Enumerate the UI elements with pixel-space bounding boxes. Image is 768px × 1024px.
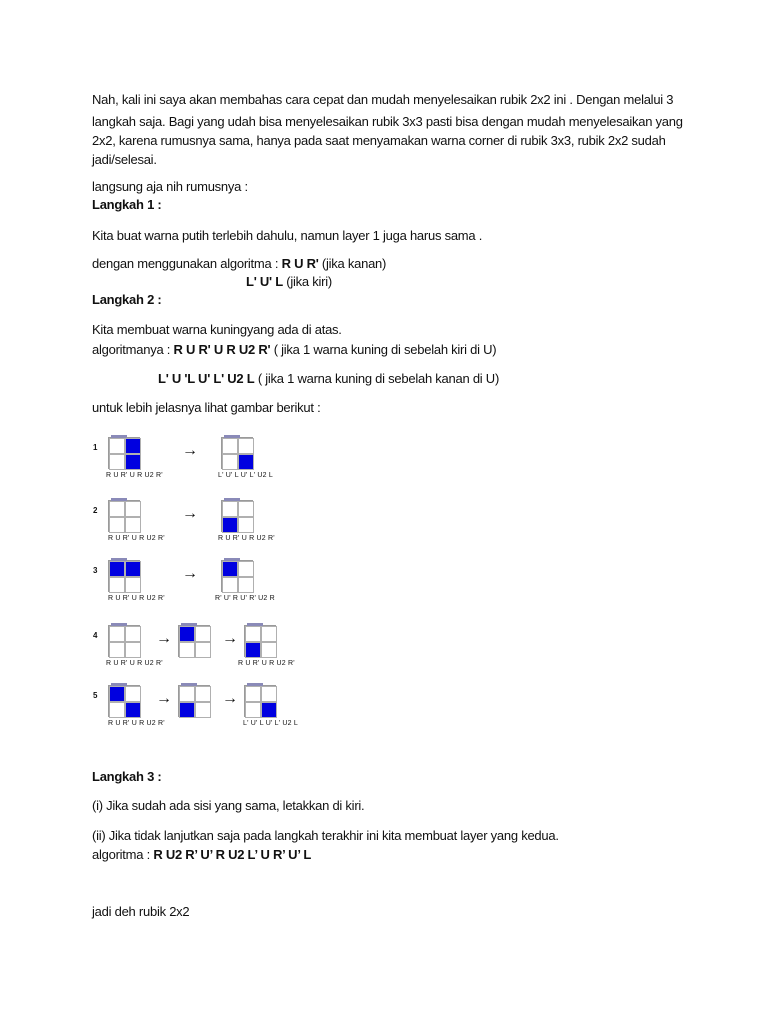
white-sticker <box>261 642 277 658</box>
algo-prefix: algoritmanya : <box>92 342 174 357</box>
white-sticker <box>222 501 238 517</box>
white-sticker <box>195 686 211 702</box>
white-sticker <box>222 577 238 593</box>
figure-algo-label: L' U' L U' L' U2 L <box>243 720 298 727</box>
figure-algo-label: R U R' U R U2 R' <box>218 535 275 542</box>
white-sticker <box>245 686 261 702</box>
rubik-cube-face <box>244 685 276 717</box>
white-sticker <box>125 626 141 642</box>
white-sticker <box>245 626 261 642</box>
rubik-cube-face <box>108 625 140 657</box>
blue-sticker <box>125 454 141 470</box>
blue-sticker <box>179 626 195 642</box>
intro-line-1: Nah, kali ini saya akan membahas cara cepat dan mudah menyelesaikan rubik 2x2 ini . Dengan melalui 3 <box>92 92 674 107</box>
algo-right: R U R' <box>281 256 319 271</box>
lead-text: langsung aja nih rumusnya : <box>92 179 248 194</box>
white-sticker <box>109 577 125 593</box>
white-sticker <box>261 686 277 702</box>
blue-sticker <box>245 642 261 658</box>
arrow-right-icon: → <box>156 690 172 707</box>
white-sticker <box>222 454 238 470</box>
white-sticker <box>125 686 141 702</box>
arrow-right-icon: → <box>222 630 238 647</box>
figure-algo-label: L' U' L U' L' U2 L <box>218 472 273 479</box>
step3-algo <box>92 847 311 863</box>
step2-heading: Langkah 2 : <box>92 292 162 307</box>
rubik-cube-face <box>108 437 140 469</box>
arrow-right-icon: → <box>182 565 198 582</box>
figure-row-number: 2 <box>93 506 98 515</box>
intro-line-4: jadi/selesai. <box>92 152 157 167</box>
white-sticker <box>195 642 211 658</box>
white-sticker <box>125 642 141 658</box>
white-sticker <box>109 454 125 470</box>
step1-text: Kita buat warna putih terlebih dahulu, namun layer 1 juga harus sama . <box>92 228 483 243</box>
figure-algo-label: R U R' U R U2 R' <box>108 535 165 542</box>
white-sticker <box>179 642 195 658</box>
arrow-right-icon: → <box>156 630 172 647</box>
white-sticker <box>238 517 254 533</box>
blue-sticker <box>238 454 254 470</box>
algo-note: ( jika 1 warna kuning di sebelah kanan di U) <box>254 371 500 386</box>
blue-sticker <box>109 686 125 702</box>
step2-algo-line-1 <box>92 342 496 358</box>
figure-algo-label: R U R' U R U2 R' <box>108 720 165 727</box>
algo-left-case: R U R' U R U2 R' <box>173 342 271 357</box>
step1-heading: Langkah 1 : <box>92 197 162 212</box>
figure-row-number: 3 <box>93 566 98 575</box>
intro-line-2: langkah saja. Bagi yang udah bisa menyelesaikan rubik 3x3 pasti bisa dengan mudah menyelesaikan yang <box>92 114 683 129</box>
see-figure-text: untuk lebih jelasnya lihat gambar berikut : <box>92 400 321 415</box>
figure-algo-label: R' U' R U' R' U2 R <box>215 595 275 602</box>
white-sticker <box>109 702 125 718</box>
blue-sticker <box>179 702 195 718</box>
algo-value: R U2 R’ U’ R U2 L’ U R’ U’ L <box>153 847 312 862</box>
white-sticker <box>238 561 254 577</box>
step2-text: Kita membuat warna kuningyang ada di atas. <box>92 322 342 337</box>
algo-note: (jika kanan) <box>318 256 387 271</box>
arrow-right-icon: → <box>182 442 198 459</box>
rubik-cube-face <box>178 685 210 717</box>
white-sticker <box>109 626 125 642</box>
intro-line-3: 2x2, karena rumusnya sama, hanya pada saat menyamakan warna corner di rubik 3x3, rubik 2x2 sudah <box>92 133 666 148</box>
white-sticker <box>179 686 195 702</box>
figure-algo-label: R U R' U R U2 R' <box>108 595 165 602</box>
rubik-cube-face <box>108 560 140 592</box>
white-sticker <box>238 577 254 593</box>
blue-sticker <box>125 561 141 577</box>
step3-heading: Langkah 3 : <box>92 769 162 784</box>
blue-sticker <box>125 702 141 718</box>
rubik-cube-face <box>108 685 140 717</box>
closing-text: jadi deh rubik 2x2 <box>92 904 190 919</box>
step3-item-2: (ii) Jika tidak lanjutkan saja pada langkah terakhir ini kita membuat layer yang kedua. <box>92 828 559 843</box>
white-sticker <box>125 517 141 533</box>
algo-right-case: L' U 'L U' L' U2 L <box>158 371 255 386</box>
algo-note: ( jika 1 warna kuning di sebelah kiri di U) <box>270 342 497 357</box>
white-sticker <box>109 501 125 517</box>
rubik-cube-face <box>108 500 140 532</box>
white-sticker <box>109 642 125 658</box>
white-sticker <box>238 501 254 517</box>
white-sticker <box>261 626 277 642</box>
blue-sticker <box>222 517 238 533</box>
figure-algo-label: R U R' U R U2 R' <box>106 660 163 667</box>
blue-sticker <box>261 702 277 718</box>
algo-note: (jika kiri) <box>282 274 332 289</box>
white-sticker <box>109 517 125 533</box>
step1-algo-line-2 <box>246 274 332 290</box>
figure-row-number: 1 <box>93 443 98 452</box>
arrow-right-icon: → <box>222 690 238 707</box>
algo-left: L' U' L <box>246 274 283 289</box>
rubik-cube-face <box>244 625 276 657</box>
figure-algo-label: R U R' U R U2 R' <box>106 472 163 479</box>
algo-prefix: algoritma : <box>92 847 154 862</box>
figure-algo-label: R U R' U R U2 R' <box>238 660 295 667</box>
blue-sticker <box>125 438 141 454</box>
white-sticker <box>238 438 254 454</box>
figure-row-number: 5 <box>93 691 98 700</box>
white-sticker <box>195 702 211 718</box>
white-sticker <box>245 702 261 718</box>
rubik-cube-face <box>178 625 210 657</box>
white-sticker <box>125 577 141 593</box>
white-sticker <box>222 438 238 454</box>
white-sticker <box>125 501 141 517</box>
rubik-cube-face <box>221 560 253 592</box>
blue-sticker <box>109 561 125 577</box>
blue-sticker <box>222 561 238 577</box>
white-sticker <box>195 626 211 642</box>
arrow-right-icon: → <box>182 505 198 522</box>
rubik-cube-face <box>221 500 253 532</box>
rubik-cube-face <box>221 437 253 469</box>
white-sticker <box>109 438 125 454</box>
step3-item-1: (i) Jika sudah ada sisi yang sama, letakkan di kiri. <box>92 798 365 813</box>
step1-algo-line-1 <box>92 256 386 272</box>
step2-algo-line-2 <box>158 371 499 387</box>
algo-prefix: dengan menggunakan algoritma : <box>92 256 282 271</box>
figure-row-number: 4 <box>93 631 98 640</box>
